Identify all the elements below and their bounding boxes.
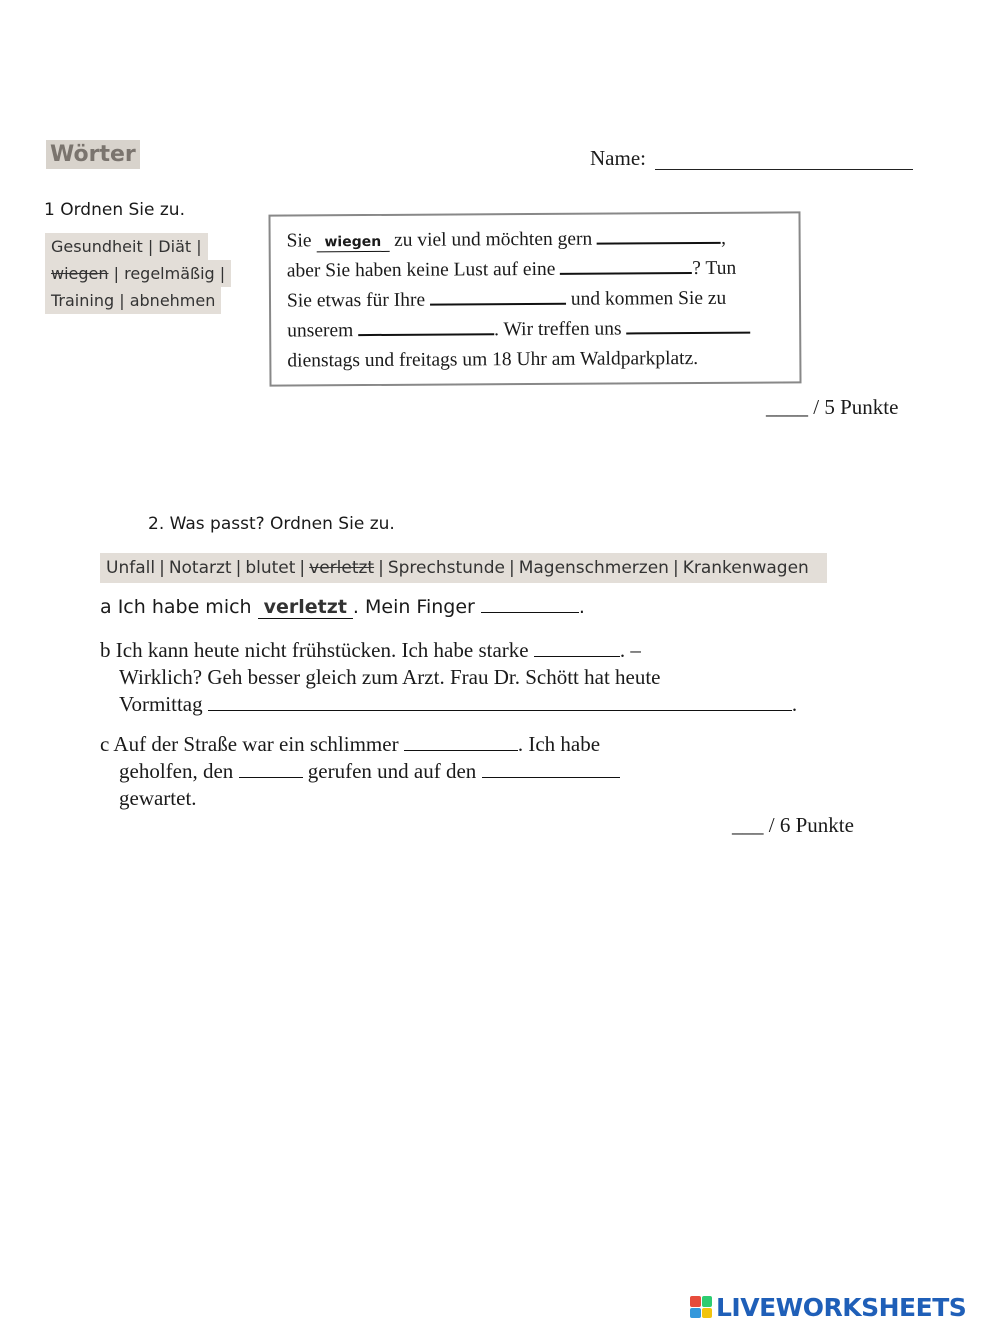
- word-sprechstunde: Sprechstunde: [387, 558, 505, 578]
- exercise1-word-bank: [45, 233, 233, 314]
- exercise1-instruction: 1 Ordnen Sie zu.: [44, 200, 185, 220]
- answer-field-3[interactable]: [560, 254, 692, 275]
- name-input-line[interactable]: [655, 169, 913, 170]
- word-bank-row: wiegen | regelmäßig |: [45, 260, 231, 287]
- answer-c1[interactable]: [404, 732, 518, 751]
- liveworksheets-logo-icon: [690, 1296, 712, 1318]
- sentence-c: c Auf der Straße war ein schlimmer . Ich habe geholfen, den gerufen und auf den gewartet.: [100, 731, 620, 812]
- word-krankenwagen: Krankenwagen: [682, 558, 809, 578]
- answer-field-2[interactable]: [597, 224, 721, 245]
- sentence-b: b Ich kann heute nicht frühstücken. Ich habe starke . – Wirklich? Geh besser gleich zum Arzt. Frau Dr. Schött hat heute Vormittag .: [100, 638, 798, 716]
- exercise2-score: ___ / 6 Punkte: [732, 813, 854, 837]
- answer-c3[interactable]: [482, 759, 620, 778]
- answer-c2[interactable]: [239, 759, 303, 778]
- word-notarzt: Notarzt: [168, 558, 232, 578]
- exercise1-score: ____ / 5 Punkte: [766, 395, 899, 419]
- sentence-a: a Ich habe mich verletzt . Mein Finger .: [100, 596, 585, 618]
- page-title: Wörter: [46, 140, 140, 169]
- name-label: Name:: [590, 146, 646, 170]
- liveworksheets-logo-text: LIVEWORKSHEETS: [716, 1292, 967, 1322]
- word-unfall: Unfall: [106, 558, 156, 578]
- answer-field-1-filled[interactable]: wiegen: [316, 233, 389, 252]
- word-verletzt-struck: verletzt: [309, 558, 375, 578]
- word-abnehmen: abnehmen: [129, 291, 216, 310]
- word-wiegen-struck: wiegen: [51, 264, 109, 283]
- answer-field-6[interactable]: [626, 314, 750, 335]
- word-blutet: blutet: [245, 558, 296, 578]
- word-diaet: Diät: [158, 237, 192, 256]
- answer-a2[interactable]: [481, 594, 579, 613]
- word-training: Training: [51, 291, 115, 310]
- liveworksheets-logo[interactable]: [690, 1290, 990, 1324]
- answer-field-5[interactable]: [358, 315, 494, 336]
- answer-b2[interactable]: [208, 692, 792, 711]
- word-regelmaessig: regelmäßig: [124, 264, 215, 283]
- answer-field-4[interactable]: [430, 285, 566, 306]
- word-gesundheit: Gesundheit: [51, 237, 143, 256]
- exercise1-text-box: Sie wiegen zu viel und möchten gern , aber Sie haben keine Lust auf eine ? Tun Sie etwas für Ihre und kommen Sie zu unserem . Wir treffen uns dienstags und freitags um 18 Uhr am Waldparkplatz.: [268, 211, 801, 386]
- answer-a1-filled[interactable]: verletzt: [258, 596, 353, 619]
- word-magenschmerzen: Magenschmerzen: [518, 558, 669, 578]
- exercise2-instruction: 2. Was passt? Ordnen Sie zu.: [148, 514, 395, 534]
- word-bank-row: Training | abnehmen: [45, 287, 221, 314]
- exercise2-word-bank: Unfall | Notarzt | blutet | verletzt | Sprechstunde | Magenschmerzen | Krankenwagen: [100, 553, 827, 583]
- word-bank-row: Gesundheit | Diät |: [45, 233, 208, 260]
- answer-b1[interactable]: [534, 638, 620, 657]
